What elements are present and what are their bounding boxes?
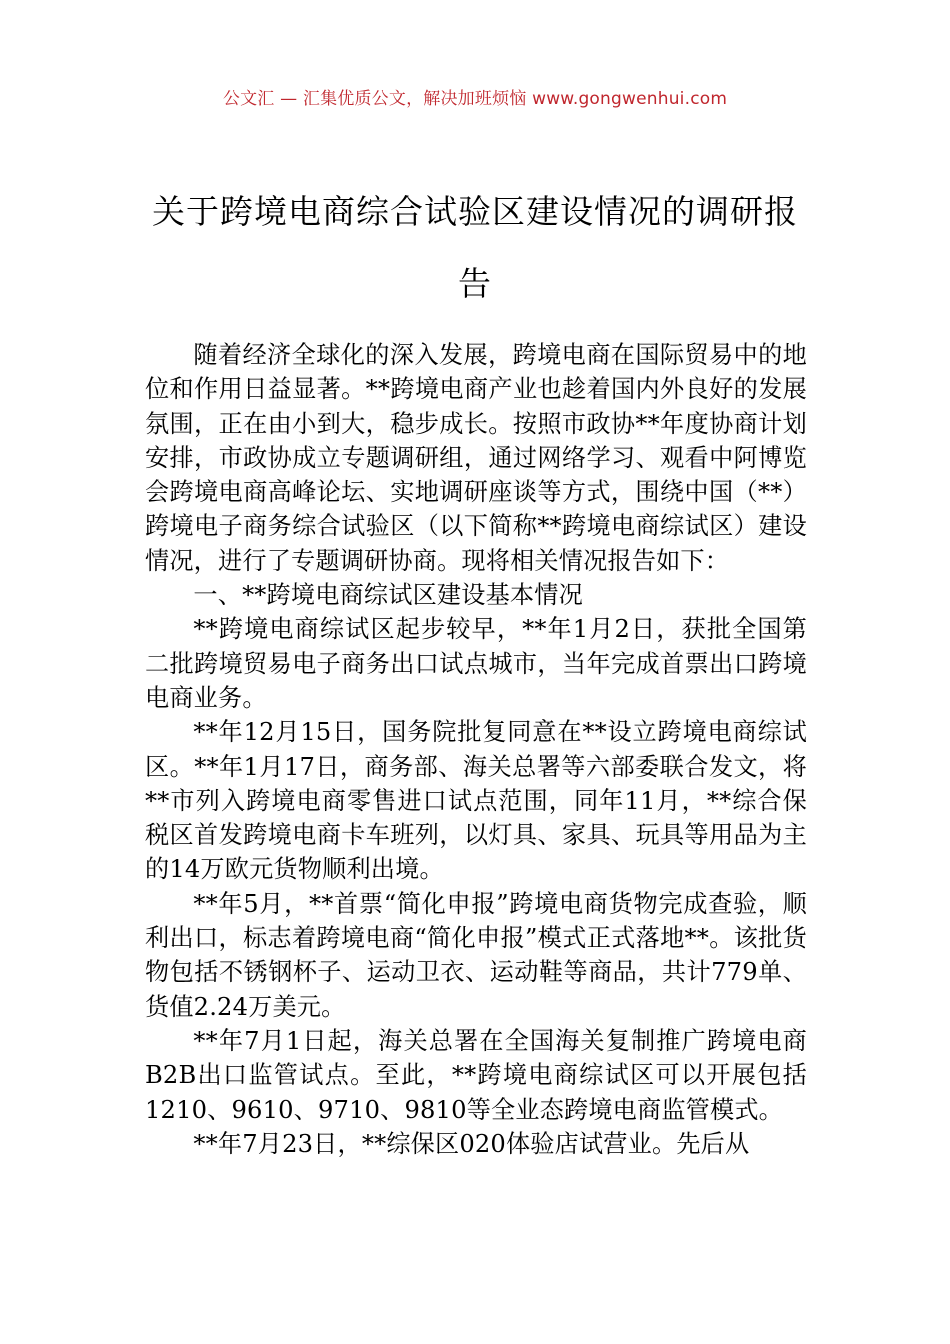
document-body: [145, 338, 807, 1161]
document-title: 关于跨境电商综合试验区建设情况的调研报告: [152, 192, 798, 303]
section-heading: 一、**跨境电商综试区建设基本情况: [193, 581, 583, 610]
paragraph: **跨境电商综试区起步较早，**年1月2日，获批全国第二批跨境贸易电子商务出口试点城市，当年完成首票出口跨境电商业务。: [145, 615, 807, 712]
paragraph: **年7月23日，**综保区020体验店试营业。先后从: [193, 1129, 750, 1158]
header-banner: 公文汇 — 汇集优质公文，解决加班烦恼 www.gongwenhui.com: [222, 89, 728, 109]
paragraph: **年5月，**首票“简化申报”跨境电商货物完成查验，顺利出口，标志着跨境电商“简化申报”模式正式落地**。该批货物包括不锈钢杯子、运动卫衣、运动鞋等商品，共计779单、货值2.24万美元。: [145, 889, 807, 1021]
paragraph: **年7月1日起，海关总署在全国海关复制推广跨境电商B2B出口监管试点。至此，**跨境电商综试区可以开展包括1210、9610、9710、9810等全业态跨境电商监管模式。: [145, 1026, 807, 1124]
paragraph: **年12月15日，国务院批复同意在**设立跨境电商综试区。**年1月17日，商务部、海关总署等六部委联合发文，将**市列入跨境电商零售进口试点范围，同年11月，**综合保税区首发跨境电商卡车班列，以灯具、家具、玩具等用品为主的14万欧元货物顺利出境。: [145, 718, 807, 884]
paragraph-intro: 随着经济全球化的深入发展，跨境电商在国际贸易中的地位和作用日益显著。**跨境电商产业也趁着国内外良好的发展氛围，正在由小到大，稳步成长。按照市政协**年度协商计划安排，市政协成立专题调研组，通过网络学习、观看中阿博览会跨境电商高峰论坛、实地调研座谈等方式，围绕中国（**）跨境电子商务综合试验区（以下简称**跨境电商综试区）建设情况，进行了专题调研协商。现将相关情况报告如下：: [145, 341, 807, 575]
